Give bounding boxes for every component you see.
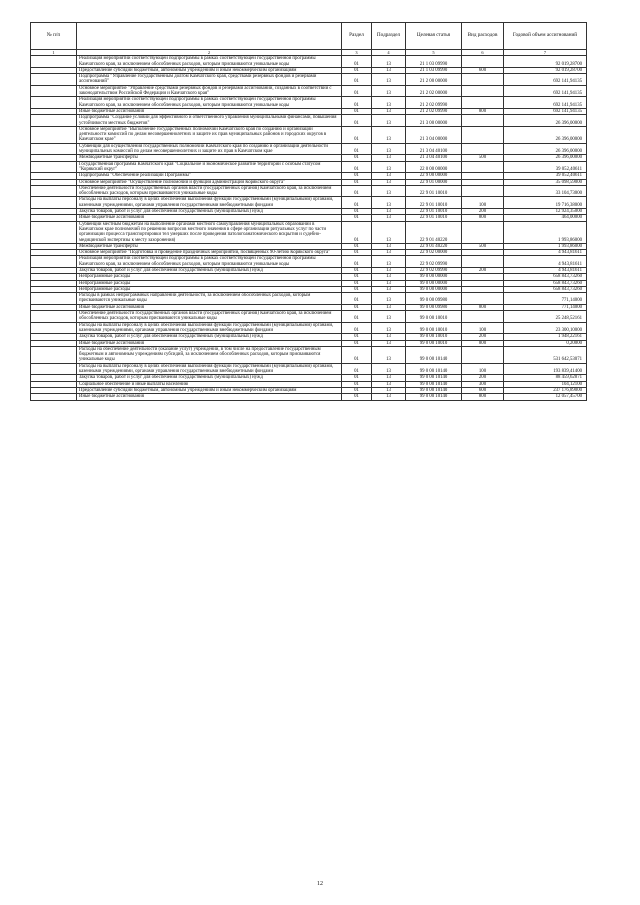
row-section-cell: 01 [342,243,372,249]
row-target-article-cell: 22 0 00 00000 [406,161,462,173]
row-name-cell: Иные бюджетные ассигнования [77,394,342,400]
row-name-cell: Предоставление субсидий бюджетным, автономным учреждениям и иным некоммерческим организациям [77,387,342,393]
row-section-cell: 01 [342,209,372,215]
row-section-cell: 01 [342,346,372,363]
row-number-cell [31,126,77,143]
row-expense-type-cell [462,256,504,268]
row-name-cell: Непрограммные расходы [77,274,342,280]
row-amount-cell: 12 057,45700 [504,394,587,400]
table-body [31,56,587,400]
row-target-article-cell: 21 3 04 00000 [406,126,462,143]
row-amount-cell: 1 993,86000 [504,221,587,243]
table-row [31,56,587,68]
row-number-cell [31,311,77,323]
row-name-cell: Расходы на выплаты персоналу в целях обеспечения выполнения функций государственными (муниципальными) органами, казенными учреждениями, органами управления государственными внебюджетными фондами [77,197,342,209]
row-target-article-cell: 22 9 01 10010 [406,215,462,221]
row-target-article-cell: 99 0 00 09980 [406,304,462,310]
row-target-article-cell: 21 3 00 00000 [406,115,462,127]
row-subsection-cell: 13 [372,381,406,387]
row-amount-cell: 4 943,81611 [504,267,587,273]
row-target-article-cell: 99 0 00 00000 [406,280,462,286]
row-section-cell: 01 [342,293,372,305]
row-name-cell: Предоставление субсидий бюджетным, автономным учреждениям и иным некоммерческим организациям [77,67,342,73]
row-subsection-cell: 13 [372,115,406,127]
table-row [31,161,587,173]
index-cell: 1 [31,50,77,56]
row-expense-type-cell [462,74,504,86]
row-name-cell: Основное мероприятие "Подготовка и проведение праздничных мероприятий, посвященных 90-летию Корякского округа" [77,250,342,256]
row-amount-cell: 25 248,52161 [504,311,587,323]
row-amount-cell: 26 396,00000 [504,126,587,143]
index-cell: 5 [406,50,462,56]
row-amount-cell: 692 141,94135 [504,97,587,109]
row-target-article-cell: 21 2 02 09990 [406,108,462,114]
row-amount-cell: 35 098,59000 [504,179,587,185]
row-expense-type-cell: 800 [462,215,504,221]
row-number-cell [31,97,77,109]
row-target-article-cell: 22 9 01 10010 [406,185,462,197]
row-name-cell: Иные бюджетные ассигнования [77,340,342,346]
row-subsection-cell: 13 [372,209,406,215]
row-name-cell: Основное мероприятие "Управление средствами резервных фондов и резервами ассигнований, созданных в соответствии с законодательством Российской Федерации и Камчатского края" [77,85,342,97]
row-amount-cell: 658 843,73260 [504,286,587,292]
row-section-cell: 01 [342,322,372,334]
table-row [31,85,587,97]
row-subsection-cell: 13 [372,394,406,400]
row-target-article-cell: 22 9 02 09990 [406,256,462,268]
row-name-cell: Подпрограмма "Управление государственным долгом Камчатского края, средствами резервных фондов и резервами ассигнований" [77,74,342,86]
row-subsection-cell: 13 [372,161,406,173]
row-subsection-cell: 13 [372,185,406,197]
row-subsection-cell: 13 [372,108,406,114]
row-expense-type-cell: 100 [462,322,504,334]
row-amount-cell: 193 839,41400 [504,363,587,375]
row-number-cell [31,143,77,155]
row-expense-type-cell [462,185,504,197]
row-subsection-cell: 13 [372,74,406,86]
row-section-cell: 01 [342,155,372,161]
row-name-cell: Основное мероприятие "Осуществление полномочий и функций администрации Корякского округа" [77,179,342,185]
row-expense-type-cell: 100 [462,363,504,375]
row-number-cell [31,161,77,173]
row-target-article-cell: 22 9 01 10010 [406,197,462,209]
budget-page [30,22,586,401]
row-subsection-cell: 13 [372,256,406,268]
row-name-cell: Иные бюджетные ассигнования [77,108,342,114]
row-amount-cell: 39 052,40611 [504,161,587,173]
row-subsection-cell: 13 [372,67,406,73]
row-name-cell: Закупка товаров, работ и услуг для обеспечения государственных (муниципальных) нужд [77,209,342,215]
row-number-cell [31,56,77,68]
row-section-cell: 01 [342,108,372,114]
row-amount-cell: 0,20000 [504,340,587,346]
row-subsection-cell: 13 [372,97,406,109]
header-name [77,23,342,50]
row-amount-cell: 4 943,81611 [504,256,587,268]
row-amount-cell: 771,14000 [504,293,587,305]
row-target-article-cell: 22 9 02 09990 [406,267,462,273]
index-cell: 2 [77,50,342,56]
row-expense-type-cell: 300 [462,381,504,387]
row-section-cell: 01 [342,250,372,256]
row-subsection-cell: 13 [372,274,406,280]
row-target-article-cell: 99 0 00 10140 [406,381,462,387]
row-target-article-cell: 21 3 04 40100 [406,155,462,161]
table-row [31,185,587,197]
row-section-cell: 01 [342,67,372,73]
row-expense-type-cell: 800 [462,340,504,346]
row-subsection-cell: 13 [372,286,406,292]
row-expense-type-cell: 200 [462,209,504,215]
row-section-cell: 01 [342,381,372,387]
row-amount-cell: 1 993,86000 [504,243,587,249]
table-row [31,394,587,400]
row-name-cell: Закупка товаров, работ и услуг для обеспечения государственных (муниципальных) нужд [77,334,342,340]
table-row [31,346,587,363]
row-target-article-cell: 99 0 00 10010 [406,334,462,340]
row-section-cell: 01 [342,56,372,68]
row-subsection-cell: 13 [372,143,406,155]
row-name-cell: Расходы на обеспечение деятельности (оказание услуг) учреждений, в том числе на предоставление государственным бюджетным и автономным учреждениям субсидий, за исключением обособленных расходов, которым присваиваются уникальные коды [77,346,342,363]
row-subsection-cell: 13 [372,304,406,310]
row-amount-cell: 26 396,00000 [504,155,587,161]
row-target-article-cell: 22 9 01 00000 [406,179,462,185]
row-name-cell: Непрограммные расходы [77,286,342,292]
row-target-article-cell: 22 9 00 00000 [406,173,462,179]
row-expense-type-cell: 800 [462,108,504,114]
row-expense-type-cell: 200 [462,375,504,381]
row-amount-cell: 237 176,89000 [504,387,587,393]
row-expense-type-cell: 500 [462,155,504,161]
row-section-cell: 01 [342,161,372,173]
row-expense-type-cell: 600 [462,387,504,393]
row-target-article-cell: 99 0 00 00000 [406,274,462,280]
row-target-article-cell: 21 1 03 09990 [406,56,462,68]
table-row [31,97,587,109]
row-expense-type-cell [462,97,504,109]
table-row [31,74,587,86]
row-subsection-cell: 13 [372,346,406,363]
row-expense-type-cell: 100 [462,197,504,209]
row-target-article-cell: 99 0 00 09980 [406,293,462,305]
row-amount-cell: 26 396,00000 [504,143,587,155]
row-amount-cell: 33 104,73000 [504,185,587,197]
table-row [31,322,587,334]
row-section-cell: 01 [342,197,372,209]
row-subsection-cell: 13 [372,215,406,221]
row-name-cell: Социальное обеспечение и иные выплаты населению [77,381,342,387]
row-section-cell: 01 [342,74,372,86]
row-section-cell: 01 [342,97,372,109]
row-name-cell: Непрограммные расходы [77,280,342,286]
row-name-cell: Подпрограмма "Создание условий для эффективного и ответственного управления муниципальными финансами, повышения устойчивости местных бюджетов" [77,115,342,127]
row-number-cell [31,115,77,127]
row-target-article-cell: 99 0 00 10140 [406,346,462,363]
budget-table [30,22,587,401]
row-number-cell [31,197,77,209]
row-target-article-cell: 99 0 00 10010 [406,311,462,323]
row-amount-cell: 658 843,73260 [504,280,587,286]
row-target-article-cell: 21 1 03 09990 [406,67,462,73]
row-subsection-cell: 13 [372,340,406,346]
row-expense-type-cell: 500 [462,243,504,249]
header-row [31,23,587,50]
row-subsection-cell: 13 [372,387,406,393]
row-target-article-cell: 99 0 00 10010 [406,340,462,346]
header-expense-type: Вид расходов [462,23,504,50]
row-target-article-cell: 99 0 00 10140 [406,387,462,393]
row-number-cell [31,293,77,305]
table-row [31,115,587,127]
row-name-cell: Расходы на выплаты персоналу в целях обеспечения выполнения функций государственными (муниципальными) органами, казенными учреждениями, органами управления государственными внебюджетными фондами [77,363,342,375]
row-section-cell: 01 [342,334,372,340]
row-expense-type-cell [462,85,504,97]
row-target-article-cell: 99 0 00 00000 [406,286,462,292]
row-amount-cell: 4 943,81611 [504,250,587,256]
row-target-article-cell: 21 2 02 09990 [406,97,462,109]
row-section-cell: 01 [342,375,372,381]
row-amount-cell: 531 642,53071 [504,346,587,363]
row-number-cell [31,394,77,400]
row-subsection-cell: 13 [372,179,406,185]
table-row [31,143,587,155]
row-target-article-cell: 22 9 02 00000 [406,250,462,256]
row-section-cell: 01 [342,340,372,346]
row-subsection-cell: 13 [372,334,406,340]
row-subsection-cell: 13 [372,293,406,305]
row-section-cell: 01 [342,143,372,155]
row-subsection-cell: 13 [372,363,406,375]
row-target-article-cell: 22 9 01 40220 [406,243,462,249]
row-expense-type-cell [462,126,504,143]
row-amount-cell: 88 459,62871 [504,375,587,381]
row-target-article-cell: 99 0 00 10140 [406,394,462,400]
row-number-cell [31,221,77,243]
row-amount-cell: 26 396,00000 [504,115,587,127]
row-section-cell: 01 [342,280,372,286]
index-cell: 6 [462,50,504,56]
row-section-cell: 01 [342,267,372,273]
row-amount-cell: 658 843,73260 [504,274,587,280]
row-expense-type-cell [462,346,504,363]
row-name-cell: Основное мероприятие "Выполнение государственных полномочий Камчатского края по созданию и организации деятельности комиссий по делам несовершеннолетних и защите их прав муниципальных районов и городских округов в Камчатском крае" [77,126,342,143]
table-row [31,363,587,375]
row-amount-cell: 19 716,38000 [504,197,587,209]
row-subsection-cell: 13 [372,221,406,243]
row-expense-type-cell [462,161,504,173]
row-subsection-cell: 13 [372,56,406,68]
row-section-cell: 01 [342,274,372,280]
row-subsection-cell: 13 [372,375,406,381]
row-target-article-cell: 99 0 00 10010 [406,322,462,334]
row-subsection-cell: 13 [372,126,406,143]
row-expense-type-cell: 200 [462,334,504,340]
row-name-cell: Закупка товаров, работ и услуг для обеспечения государственных (муниципальных) нужд [77,267,342,273]
header-section: Раздел [342,23,372,50]
row-expense-type-cell [462,143,504,155]
row-subsection-cell: 13 [372,322,406,334]
row-number-cell [31,346,77,363]
row-section-cell: 01 [342,363,372,375]
row-name-cell: Реализация мероприятий соответствующей подпрограммы в рамках соответствующей государственной программы Камчатского края, за исключением обособленных расходов, которым присваиваются уникальные коды [77,56,342,68]
row-amount-cell: 464,00000 [504,215,587,221]
row-subsection-cell: 13 [372,280,406,286]
index-cell: 7 [504,50,587,56]
row-name-cell: Обеспечение деятельности государственных органов власти (государственных органов) Камчатского края, за исключением обособленных расходов, которым присваиваются уникальные коды [77,185,342,197]
row-amount-cell: 92 019,28700 [504,67,587,73]
row-name-cell: Иные бюджетные ассигнования [77,215,342,221]
row-amount-cell: 39 052,40611 [504,173,587,179]
row-subsection-cell: 13 [372,173,406,179]
row-section-cell: 01 [342,387,372,393]
header-number: № п/п [31,23,77,50]
row-target-article-cell: 99 0 00 10140 [406,363,462,375]
row-subsection-cell: 13 [372,250,406,256]
row-target-article-cell: 22 9 01 10010 [406,209,462,215]
row-subsection-cell: 13 [372,197,406,209]
row-name-cell: Государственная программа Камчатского края "Социальное и экономическое развитие территории с особым статусом "Корякский округ" [77,161,342,173]
table-row [31,311,587,323]
row-amount-cell: 692 141,94135 [504,85,587,97]
row-name-cell: Субвенции для осуществления государственных полномочий Камчатского края по созданию и организации деятельности муниципальных комиссий по делам несовершеннолетних и защите их прав в Камчатском крае [77,143,342,155]
row-target-article-cell: 99 0 00 10140 [406,375,462,381]
row-amount-cell: 23 300,10000 [504,322,587,334]
row-amount-cell: 692 141,94135 [504,74,587,86]
index-cell: 4 [372,50,406,56]
row-section-cell: 01 [342,221,372,243]
row-target-article-cell: 21 3 04 40100 [406,143,462,155]
row-expense-type-cell: 800 [462,394,504,400]
page-number: 12 [317,881,323,887]
row-number-cell [31,74,77,86]
row-name-cell: Обеспечение деятельности государственных органов власти (государственных органов) Камчатского края, за исключением обособленных расходов, которым присваиваются уникальные коды [77,311,342,323]
row-number-cell [31,85,77,97]
row-expense-type-cell [462,115,504,127]
row-amount-cell: 104,12100 [504,381,587,387]
row-name-cell: Субвенции местным бюджетам на выполнение органами местного самоуправления муниципальных образований в Камчатском крае полномочий по решению вопросов местного значения в сфере организации ритуальных услуг по части организации процесса транспортировки тел умерших после проведения патологоанатомического вскрытия и судебно-медицинской экспертизы к месту захоронения) [77,221,342,243]
row-amount-cell: 1 948,22161 [504,334,587,340]
row-section-cell: 01 [342,394,372,400]
row-amount-cell: 92 019,28700 [504,56,587,68]
row-name-cell: Расходы в рамках непрограммных направлений деятельности, за исключением обособленных расходов, которым присваиваются уникальные коды [77,293,342,305]
row-section-cell: 01 [342,286,372,292]
row-name-cell: Реализация мероприятий соответствующей подпрограммы в рамках соответствующей государственной программы Камчатского края, за исключением обособленных расходов, которым присваиваются уникальные коды [77,256,342,268]
row-section-cell: 01 [342,215,372,221]
row-number-cell [31,363,77,375]
row-section-cell: 01 [342,115,372,127]
row-section-cell: 01 [342,185,372,197]
row-number-cell [31,256,77,268]
table-row [31,293,587,305]
row-number-cell [31,322,77,334]
table-row [31,221,587,243]
row-subsection-cell: 13 [372,267,406,273]
row-name-cell: Закупка товаров, работ и услуг для обеспечения государственных (муниципальных) нужд [77,375,342,381]
row-section-cell: 01 [342,311,372,323]
row-section-cell: 01 [342,256,372,268]
header-amount: Годовой объем ассигнований [504,23,587,50]
row-section-cell: 01 [342,179,372,185]
row-name-cell: Реализация мероприятий соответствующей подпрограммы в рамках соответствующей государственной программы Камчатского края, за исключением обособленных расходов, которым присваиваются уникальные коды [77,97,342,109]
row-amount-cell: 692 141,94135 [504,108,587,114]
row-name-cell: Расходы на выплаты персоналу в целях обеспечения выполнения функций государственными (муниципальными) органами, казенными учреждениями, органами управления государственными внебюджетными фондами [77,322,342,334]
row-expense-type-cell [462,56,504,68]
table-row [31,256,587,268]
row-section-cell: 01 [342,173,372,179]
row-subsection-cell: 13 [372,85,406,97]
row-name-cell: Межбюджетные трансферты [77,155,342,161]
header-target-article: Целевая статья [406,23,462,50]
row-target-article-cell: 21 2 00 00000 [406,74,462,86]
row-name-cell: Межбюджетные трансферты [77,243,342,249]
row-number-cell [31,185,77,197]
row-expense-type-cell [462,293,504,305]
row-name-cell: Подпрограмма "Обеспечение реализации Программы" [77,173,342,179]
table-row [31,126,587,143]
row-amount-cell: 12 924,35000 [504,209,587,215]
row-expense-type-cell [462,221,504,243]
row-expense-type-cell: 800 [462,304,504,310]
table-row [31,197,587,209]
row-expense-type-cell: 200 [462,267,504,273]
row-target-article-cell: 22 9 01 40220 [406,221,462,243]
row-target-article-cell: 21 2 02 00000 [406,85,462,97]
row-subsection-cell: 13 [372,311,406,323]
row-expense-type-cell [462,311,504,323]
row-subsection-cell: 13 [372,243,406,249]
row-section-cell: 01 [342,85,372,97]
row-amount-cell: 771,14000 [504,304,587,310]
index-cell: 3 [342,50,372,56]
row-name-cell: Иные бюджетные ассигнования [77,304,342,310]
row-expense-type-cell: 600 [462,67,504,73]
row-section-cell: 01 [342,304,372,310]
header-subsection: Подраздел [372,23,406,50]
row-section-cell: 01 [342,126,372,143]
row-subsection-cell: 13 [372,155,406,161]
